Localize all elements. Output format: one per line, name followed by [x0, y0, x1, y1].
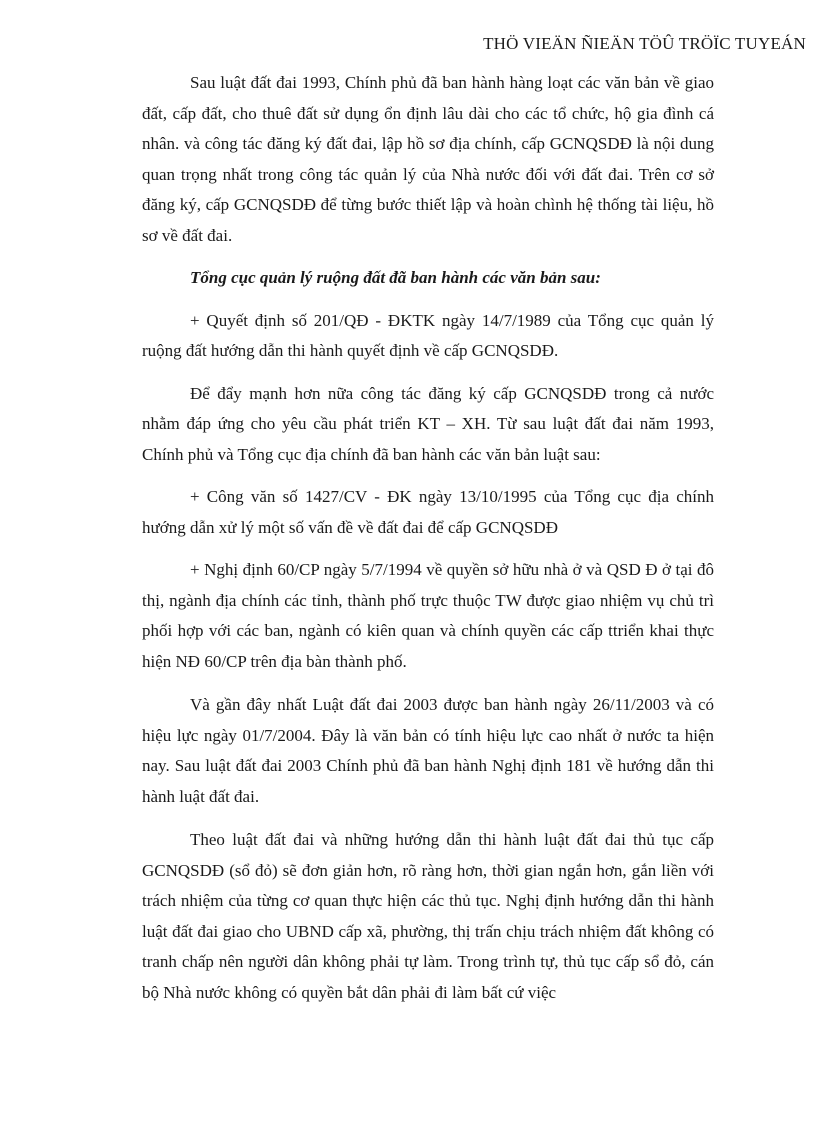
page-header: THÖ VIEÄN ÑIEÄN TÖÛ TRÖÏC TUYEÁN: [483, 34, 806, 53]
paragraph-decree-60: + Nghị định 60/CP ngày 5/7/1994 về quyền sở hữu nhà ở và QSD Đ ở tại đô thị, ngành địa chính các tỉnh, thành phố trực thuộc TW được giao nhiệm vụ chủ trì phối hợp với các ban, ngành có kiên quan và chính quyền các cấp ttriển khai thực hiện NĐ 60/CP trên địa bàn thành phố.: [142, 560, 714, 671]
section-heading: Tổng cục quản lý ruộng đất đã ban hành các văn bản sau:: [190, 268, 601, 287]
document-body: [142, 68, 714, 1020]
paragraph-land-law-2003: Và gần đây nhất Luật đất đai 2003 được ban hành ngày 26/11/2003 và có hiệu lực ngày 01/7/2004. Đây là văn bản có tính hiệu lực cao nhất ở nước ta hiện nay. Sau luật đất đai 2003 Chính phủ đã ban hành Nghị định 181 về hướng dẫn thi hành luật đất đai.: [142, 695, 714, 806]
paragraph-promotion: Để đẩy mạnh hơn nữa công tác đăng ký cấp GCNQSDĐ trong cả nước nhằm đáp ứng cho yêu cầu phát triển KT – XH. Từ sau luật đất đai năm 1993, Chính phủ và Tổng cục địa chính đã ban hành các văn bản luật sau:: [142, 383, 714, 464]
paragraph-official-letter-1427: + Công văn số 1427/CV - ĐK ngày 13/10/1995 của Tổng cục địa chính hướng dẫn xử lý một số vấn đề về đất đai để cấp GCNQSDĐ: [142, 487, 714, 537]
paragraph-intro: Sau luật đất đai 1993, Chính phủ đã ban hành hàng loạt các văn bản về giao đất, cấp đất, cho thuê đất sử dụng ổn định lâu dài cho các tổ chức, hộ gia đình cá nhân. và công tác đăng ký đất đai, lập hồ sơ địa chính, cấp GCNQSDĐ là nội dung quan trọng nhất trong công tác quản lý của Nhà nước đối với đất đai. Trên cơ sở đăng ký, cấp GCNQSDĐ để từng bước thiết lập và hoàn chình hệ thống tài liệu, hồ sơ về đất đai.: [142, 73, 714, 245]
paragraph-decision-201: + Quyết định số 201/QĐ - ĐKTK ngày 14/7/1989 của Tổng cục quản lý ruộng đất hướng dẫn thi hành quyết định về cấp GCNQSDĐ.: [142, 310, 714, 360]
paragraph-procedures: Theo luật đất đai và những hướng dẫn thi hành luật đất đai thủ tục cấp GCNQSDĐ (sổ đỏ) sẽ đơn giản hơn, rõ ràng hơn, thời gian ngắn hơn, gắn liền với trách nhiệm của từng cơ quan thực hiện các thủ tục. Nghị định hướng dẫn thi hành luật đất đai giao cho UBND cấp xã, phường, thị trấn chịu trách nhiệm đất không có tranh chấp nên người dân không phải tự làm. Trong trình tự, thủ tục cấp sổ đỏ, cán bộ Nhà nước không có quyền bắt dân phải đi làm bất cứ việc: [142, 830, 714, 1002]
